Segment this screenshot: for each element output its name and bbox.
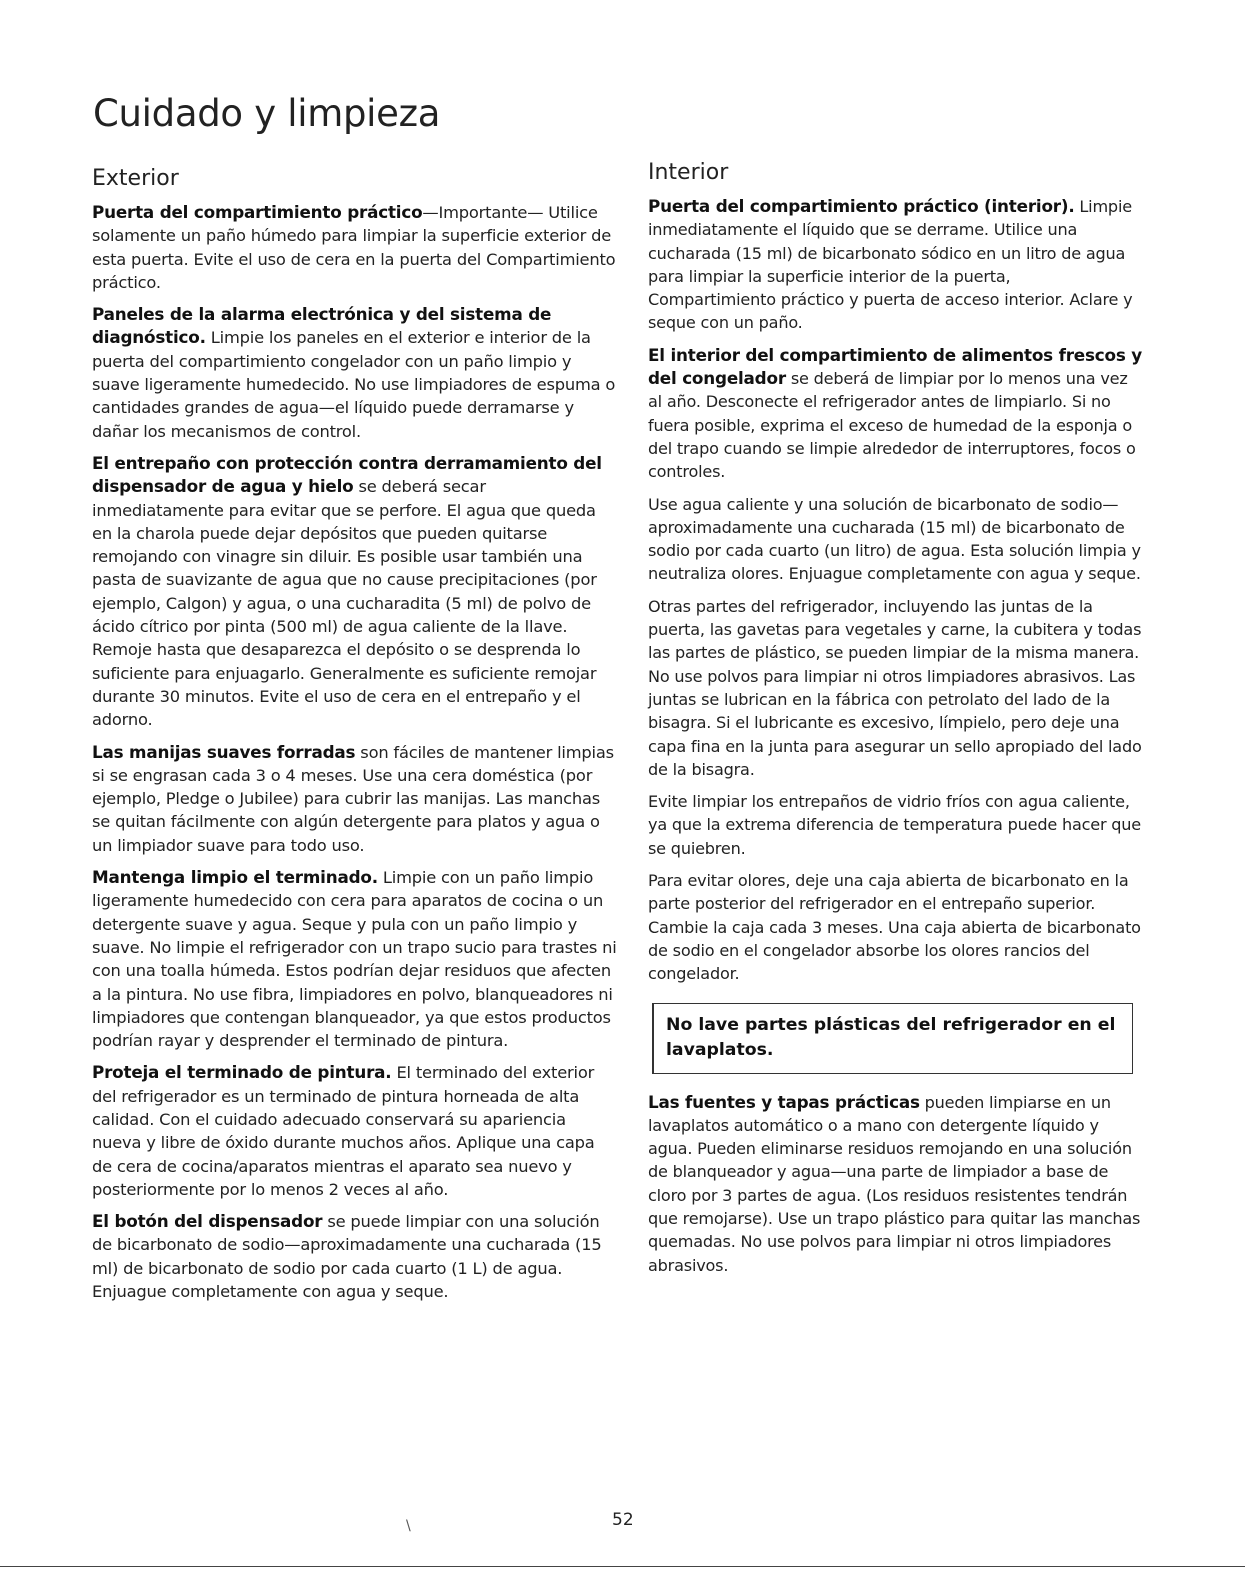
exterior-paragraph — [92, 866, 617, 1052]
exterior-heading: Exterior — [92, 166, 179, 191]
paragraph-text: —Importante— Utilice solamente un paño húmedo para limpiar la superficie exterior de esta puerta. Evite el uso de cera en la puerta del Compartimiento práctico. — [92, 203, 616, 292]
paragraph-text: se deberá de limpiar por lo menos una vez al año. Desconecte el refrigerador antes de limpiarlo. Si no fuera posible, exprima el exceso de humedad de la esponja o del trapo cuando se limpie alrededor de interruptores, focos o controles. — [648, 369, 1136, 482]
paragraph-text: pueden limpiarse en un lavaplatos automático o a mano con detergente líquido y agua. Pueden eliminarse residuos remojando en una solución de blanqueador y agua—una parte de limpiador a base de cloro por 3 partes de agua. (Los residuos resistentes tendrán que remojarse). Use un trapo plástico para quitar las manchas quemadas. No use polvos para limpiar ni otros limpiadores abrasivos. — [648, 1092, 1141, 1275]
paragraph-lead: Proteja el terminado de pintura. — [92, 1062, 392, 1083]
bottom-rule — [0, 1566, 1245, 1567]
paragraph-text: son fáciles de mantener limpias si se engrasan cada 3 o 4 meses. Use una cera doméstica (por ejemplo, Pledge o Jubilee) para cubrir las manijas. Las manchas se quitan fácilmente con algún detergente para platos y agua o un limpiador suave para todo uso. — [92, 742, 614, 855]
exterior-paragraph — [92, 201, 617, 294]
paragraph-text: Para evitar olores, deje una caja abierta de bicarbonato en la parte posterior del refrigerador en el entrepaño superior. Cambie la caja cada 3 meses. Una caja abierta de bicarbonato de sodio en el congelador absorbe los olores rancios del congelador. — [648, 871, 1141, 984]
exterior-paragraph — [92, 741, 617, 857]
interior-paragraph — [648, 595, 1143, 781]
interior-paragraph — [648, 869, 1143, 985]
paragraph-lead: Mantenga limpio el terminado. — [92, 867, 378, 888]
paragraph-text: Limpie inmediatamente el líquido que se derrame. Utilice una cucharada (15 ml) de bicarbonato sódico en un litro de agua para limpiar la superficie interior de la puerta, Compartimiento práctico y puerta de acceso interior. Aclare y seque con un paño. — [648, 197, 1133, 333]
paragraph-text: se deberá secar inmediatamente para evitar que se perfore. El agua que queda en la charola puede dejar depósitos que pueden quitarse remojando con vinagre sin diluir. Es posible usar también una pasta de suavizante de agua que no cause precipitaciones (por ejemplo, Calgon) y agua, o una cucharadita (5 ml) de polvo de ácido cítrico por pinta (500 ml) de agua caliente de la llave. Remoje hasta que desaparezca el depósito o se desprenda lo suficiente para enjuagarlo. Generalmente es suficiente remojar durante 30 minutos. Evite el uso de cera en el entrepaño y el adorno. — [92, 477, 597, 730]
exterior-paragraph — [92, 303, 617, 443]
paragraph-lead: El entrepaño con protección contra derramamiento del dispensador de agua y hielo — [92, 452, 602, 497]
page-number: 52 — [612, 1510, 634, 1530]
exterior-column — [92, 166, 617, 1312]
paragraph-text: Limpie los paneles en el exterior e interior de la puerta del compartimiento congelador con un paño limpio y suave ligeramente humedecido. No use limpiadores de espuma o cantidades grandes de agua—el líquido puede derramarse y dañar los mecanismos de control. — [92, 328, 616, 441]
paragraph-text: Limpie con un paño limpio ligeramente humedecido con cera para aparatos de cocina o un detergente suave y agua. Seque y pula con un paño limpio y suave. No limpie el refrigerador con un trapo sucio para trastes ni con una toalla húmeda. Estos podrían dejar residuos que afecten a la pintura. No use fibra, limpiadores en polvo, blanqueadores ni limpiadores que contengan blanqueador, ya que estos productos podrían rayar y desprender el terminado de pintura. — [92, 868, 617, 1051]
paragraph-lead: Puerta del compartimiento práctico (interior). — [648, 196, 1075, 216]
interior-paragraph — [648, 195, 1143, 335]
interior-column — [648, 160, 1143, 1286]
exterior-paragraph — [92, 1061, 617, 1201]
paragraph-text: El terminado del exterior del refrigerador es un terminado de pintura horneada de alta calidad. Con el cuidado adecuado conservará su apariencia nueva y libre de óxido durante muchos años. Aplique una capa de cera de cocina/aparatos mientras el aparato sea nuevo y posteriormente por lo menos 2 veces al año. — [92, 1063, 595, 1199]
paragraph-text: Otras partes del refrigerador, incluyendo las juntas de la puerta, las gavetas para vegetales y carne, la cubitera y todas las partes de plástico, se pueden limpiar de la misma manera. No use polvos para limpiar ni otros limpiadores abrasivos. Las juntas se lubrican en la fábrica con petrolato del lado de la bisagra. Si el lubricante es excesivo, límpielo, pero deje una capa fina en la junta para asegurar un sello apropiado del lado de la bisagra. — [648, 596, 1142, 779]
paragraph-text: Use agua caliente y una solución de bicarbonato de sodio—aproximadamente una cucharada (15 ml) de bicarbonato de sodio por cada cuarto (un litro) de agua. Esta solución limpia y neutraliza olores. Enjuague completamente con agua y seque. — [648, 494, 1141, 584]
notice-box — [652, 1003, 1133, 1074]
paragraph-lead: Las fuentes y tapas prácticas — [648, 1091, 920, 1112]
paragraph-lead: Paneles de la alarma electrónica y del sistema de diagnóstico. — [92, 304, 552, 348]
interior-paragraph — [648, 493, 1143, 586]
paragraph-lead: El botón del dispensador — [92, 1211, 323, 1232]
paragraph-text: se puede limpiar con una solución de bicarbonato de sodio—aproximadamente una cucharada (15 ml) de bicarbonato de sodio por cada cuarto (1 L) de agua. Enjuague completamente con agua y seque. — [92, 1212, 602, 1302]
paragraph-lead: Puerta del compartimiento práctico — [92, 202, 423, 222]
exterior-paragraph — [92, 1210, 617, 1303]
interior-paragraph — [648, 1091, 1143, 1277]
paragraph-text: Evite limpiar los entrepaños de vidrio fríos con agua caliente, ya que la extrema diferencia de temperatura puede hacer que se quiebren. — [648, 792, 1142, 858]
stray-mark: \ — [406, 1518, 411, 1534]
interior-paragraph — [648, 344, 1143, 484]
paragraph-lead: Las manijas suaves forradas — [92, 741, 356, 762]
notice-text: No lave partes plásticas del refrigerador en el lavaplatos. — [666, 1014, 1116, 1060]
interior-paragraph — [648, 790, 1143, 860]
interior-heading: Interior — [648, 160, 729, 185]
paragraph-lead: El interior del compartimiento de alimentos frescos y del congelador — [648, 344, 1142, 389]
page-title: Cuidado y limpieza — [93, 92, 441, 135]
exterior-paragraph — [92, 452, 617, 732]
